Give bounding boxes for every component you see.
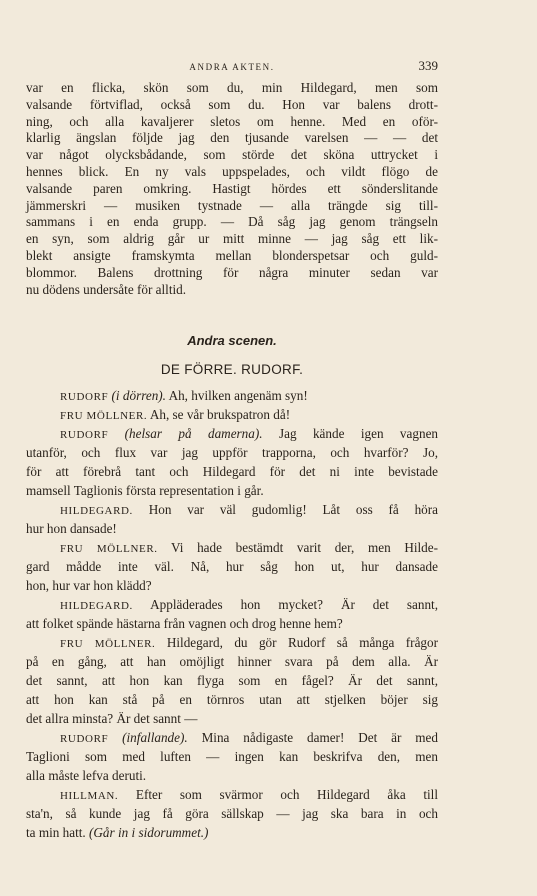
speech-line bbox=[26, 426, 438, 445]
dialogue bbox=[26, 388, 438, 844]
paragraph-line: var en flicka, skön som du, min Hildegard, men som bbox=[26, 80, 438, 95]
speech-block bbox=[26, 407, 438, 426]
speech-text: ta min hatt. bbox=[26, 825, 86, 840]
stage-direction: (helsar på damerna). bbox=[124, 426, 263, 441]
speaker-name: HILDEGARD. bbox=[60, 505, 133, 517]
speaker-name: FRU MÖLLNER. bbox=[60, 410, 148, 422]
speech-text: Taglioni som med luften — ingen kan beskrifva den, men bbox=[26, 749, 438, 764]
speech-line bbox=[26, 730, 438, 749]
page-number: 339 bbox=[418, 58, 438, 73]
scene-cast: DE FÖRRE. RUDORF. bbox=[160, 362, 304, 377]
speech-line bbox=[26, 616, 438, 635]
opening-paragraph bbox=[26, 80, 438, 298]
stage-direction: (infallande). bbox=[122, 730, 188, 745]
paragraph-line: en syn, som aldrig går ur mitt minne — jag såg ett lik- bbox=[26, 231, 438, 247]
speech-text: Ah, hvilken angenäm syn! bbox=[168, 388, 308, 403]
speech-text: det allra minsta? Är det sannt — bbox=[26, 711, 198, 726]
speech-line bbox=[26, 673, 438, 692]
speech-text: Ah, se vår brukspatron då! bbox=[149, 407, 291, 422]
speech-text: utanför, och flux var jag uppför trapporna, och hvarför? Jo, bbox=[26, 445, 438, 460]
speech-line bbox=[26, 787, 438, 806]
speaker-name: HILDEGARD. bbox=[60, 600, 133, 612]
speech-line bbox=[26, 825, 438, 844]
paragraph-line: var något olycksbådande, som störde det sköna uttrycket i bbox=[26, 147, 438, 163]
speech-line bbox=[26, 578, 438, 597]
speech-block bbox=[26, 426, 438, 502]
speech-text: Efter som svärmor och Hildegard åka till bbox=[135, 787, 439, 802]
speech-block bbox=[26, 730, 438, 787]
speech-line bbox=[26, 711, 438, 730]
speech-line bbox=[26, 445, 438, 464]
speech-text: att hon kan stå på en törnros utan att stjelken böjer sig bbox=[26, 692, 438, 707]
paragraph-line: jämmerskri — musiken tystnade — alla trängde sig till- bbox=[26, 197, 438, 213]
speech-block bbox=[26, 502, 438, 540]
paragraph-line: blekt ansigte framskymta mellan blonderspetsar och guld- bbox=[26, 247, 438, 263]
paragraph-line: nu dödens undersåte för alltid. bbox=[26, 281, 187, 297]
speech-line bbox=[26, 635, 438, 654]
speech-line bbox=[26, 559, 438, 578]
speech-line bbox=[26, 502, 438, 521]
speech-text: Appläderades hon mycket? Är det sannt, bbox=[150, 597, 439, 612]
speech-line bbox=[26, 483, 438, 502]
speech-line bbox=[26, 597, 438, 616]
speech-text: hon, hur var hon klädd? bbox=[26, 578, 152, 593]
speaker-name: RUDORF bbox=[60, 391, 109, 403]
speech-text: gard mådde inte väl. Nå, hur såg hon ut, hur dansade bbox=[26, 559, 438, 574]
speech-line bbox=[26, 692, 438, 711]
speaker-name: FRU MÖLLNER. bbox=[60, 638, 156, 650]
speaker-name: RUDORF bbox=[60, 733, 109, 745]
speech-text: Hildegard, du gör Rudorf så många frågor bbox=[166, 635, 439, 650]
stage-direction: (i dörren). bbox=[111, 388, 166, 403]
speech-text: på en gång, att han omöjligt hinner svara på dem alla. Är bbox=[26, 654, 438, 669]
speech-text: mamsell Taglionis första representation i går. bbox=[26, 483, 264, 498]
speech-line bbox=[26, 464, 438, 483]
speech-text: Mina nådigaste damer! Det är med bbox=[201, 730, 438, 745]
paragraph-line: blommor. Balens drottning för några minuter sedan var bbox=[26, 264, 438, 280]
paragraph-line: sammans i en enda grupp. — Då såg jag genom trängseln bbox=[26, 214, 438, 230]
scene-title: Andra scenen. bbox=[187, 333, 277, 348]
speech-block bbox=[26, 787, 438, 844]
speaker-name: RUDORF bbox=[60, 429, 109, 441]
speech-text: Vi hade bestämdt varit der, men Hilde- bbox=[171, 540, 439, 555]
paragraph-line: hennes blick. En ny vals uppspelades, och vildt flögo de bbox=[26, 163, 438, 179]
speech-block bbox=[26, 635, 438, 730]
speech-line bbox=[26, 388, 438, 407]
speech-text: Hon var väl gudomlig! Låt oss få höra bbox=[148, 502, 438, 517]
paragraph-line: valsande paren omkring. Hastigt hördes ett sönderslitande bbox=[26, 180, 438, 196]
speech-block bbox=[26, 540, 438, 597]
speech-text: alla måste lefva deruti. bbox=[26, 768, 147, 783]
speech-block bbox=[26, 597, 438, 635]
speech-text: det sannt, att hon kan flyga som en fågel? Är det sannt, bbox=[26, 673, 438, 688]
speech-line bbox=[26, 654, 438, 673]
speech-line bbox=[26, 806, 438, 825]
stage-direction: (Går in i sidorummet.) bbox=[89, 825, 209, 840]
paragraph-line: valsande förtviflad, också som du. Hon var balens drott- bbox=[26, 96, 438, 112]
speech-text: Jag kände igen vagnen bbox=[278, 426, 439, 441]
speech-text: för att förebrå tant och Hildegard för det ni inte bevistade bbox=[26, 464, 438, 479]
speech-line bbox=[26, 749, 438, 768]
speech-text: att folket spände hästarna från vagnen och drog henne hem? bbox=[26, 616, 343, 631]
speaker-name: FRU MÖLLNER. bbox=[60, 543, 158, 555]
speech-text: hur hon dansade! bbox=[26, 521, 117, 536]
paragraph-line: ning, och alla kavaljerer sletos om henne. Med en oför- bbox=[26, 113, 438, 129]
speech-text: sta'n, så kunde jag få göra sällskap — jag ska bara in och bbox=[26, 806, 438, 821]
paragraph-line: klarlig ängslan följde jag den tjusande varelsen — — det bbox=[26, 130, 438, 146]
speaker-name: HILLMAN. bbox=[60, 790, 119, 802]
running-header: ANDRA AKTEN. bbox=[189, 62, 275, 72]
speech-line bbox=[26, 768, 438, 787]
speech-line bbox=[26, 521, 438, 540]
speech-block bbox=[26, 388, 438, 407]
speech-line bbox=[26, 540, 438, 559]
speech-line bbox=[26, 407, 438, 426]
